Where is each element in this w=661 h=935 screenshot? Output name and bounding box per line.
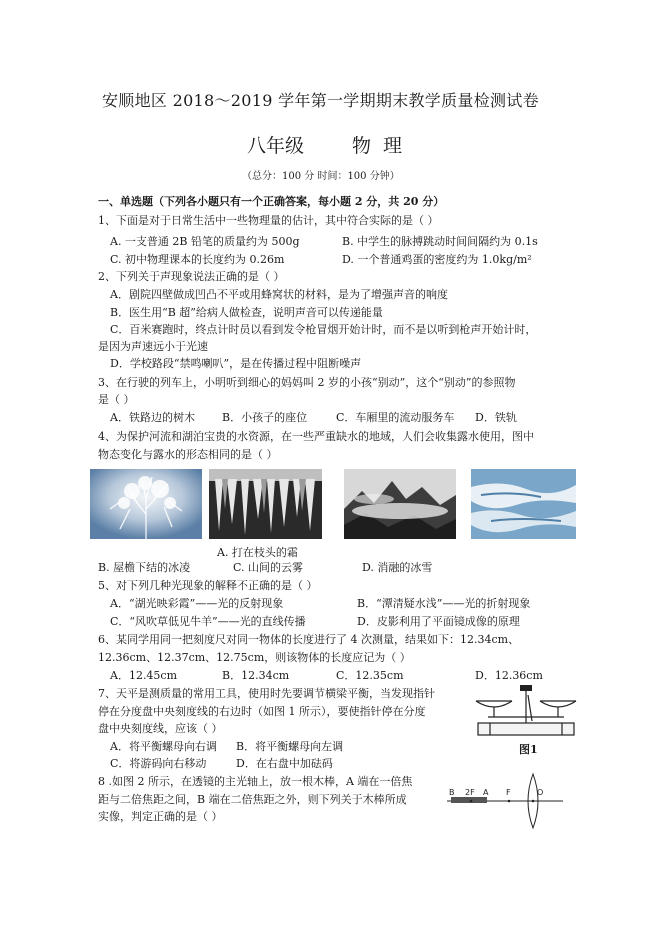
- q7-option-a: A．将平衡螺母向右调: [110, 740, 217, 753]
- figure-2-lens: [445, 770, 565, 832]
- q5-option-a: A．“湖光映彩霞”——光的反射现象: [110, 597, 284, 610]
- q3-stem-cont: 是（ ）: [98, 393, 135, 406]
- q2-stem: 2、下列关于声现象说法正确的是（ ）: [98, 270, 285, 283]
- q4-option-d: D. 消融的冰雪: [362, 561, 433, 574]
- q8-stem: 8 .如图 2 所示，在透镜的主光轴上，放一根木棒，A 端在一倍焦: [98, 775, 413, 788]
- subject-label: 物 理: [352, 135, 403, 157]
- q6-option-b: B．12.34cm: [222, 669, 290, 682]
- q6-option-a: A．12.45cm: [110, 669, 178, 682]
- q1-option-b: B. 中学生的脉搏跳动时间间隔约为 0.1s: [342, 235, 538, 248]
- q3-option-c: C．车厢里的流动服务车: [336, 411, 455, 424]
- q5-option-d: D．皮影利用了平面镜成像的原理: [357, 615, 520, 628]
- figure-1-caption: 图1: [519, 743, 538, 756]
- q6-stem: 6、某同学用同一把刻度尺对同一物体的长度进行了 4 次测量，结果如下：12.34cm、: [98, 633, 520, 646]
- q5-option-b: B．“潭清疑水浅”——光的折射现象: [357, 597, 531, 610]
- fig2-label-a: A: [483, 788, 489, 797]
- exam-info: （总分：100 分 时间：100 分钟）: [242, 171, 400, 182]
- q3-option-d: D．铁轨: [475, 411, 517, 424]
- q7-option-d: D．在右盘中加砝码: [236, 757, 333, 770]
- q1-option-c: C. 初中物理课本的长度约为 0.26m: [110, 253, 285, 266]
- q2-option-c-cont: 是因为声速远小于光速: [98, 340, 208, 353]
- q6-option-c: C．12.35cm: [336, 669, 404, 682]
- q6-stem-cont: 12.36cm、12.37cm、12.75cm，则该物体的长度应记为（ ）: [98, 651, 411, 664]
- q8-stem-cont2: 实像，判定正确的是（ ）: [98, 810, 223, 823]
- q4-option-c: C. 山间的云雾: [233, 561, 304, 574]
- q2-option-c: C．百米赛跑时，终点计时员以看到发令枪冒烟开始计时，而不是以听到枪声开始计时，: [110, 323, 537, 336]
- fig2-label-o: O: [537, 788, 544, 797]
- q7-option-b: B．将平衡螺母向左调: [236, 740, 344, 753]
- q2-option-b: B．医生用“B 超”给病人做检查，说明声音可以传递能量: [110, 306, 383, 319]
- photo-icicles: [209, 469, 322, 539]
- q5-option-c: C．“风吹草低见牛羊”——光的直线传播: [110, 615, 306, 628]
- q7-stem-cont1: 停在分度盘中央刻度线的右边时（如图 1 所示），要使指针停在分度: [98, 705, 426, 718]
- fig2-label-b: B: [449, 788, 455, 797]
- q7-stem-cont2: 盘中央刻度线，应该（ ）: [98, 722, 223, 735]
- q1-option-d: D. 一个普通鸡蛋的密度约为 1.0kg/m²: [342, 253, 532, 266]
- q1-stem: 1、下面是对于日常生活中一些物理量的估计，其中符合实际的是（ ）: [98, 214, 439, 227]
- exam-title: 安顺地区 2018～2019 学年第一学期期末教学质量检测试卷: [102, 91, 539, 110]
- q1-option-a: A. 一支普通 2B 铅笔的质量约为 500g: [110, 235, 300, 248]
- q5-stem: 5、对下列几种光现象的解释不正确的是（ ）: [98, 579, 318, 592]
- photo-mist: [344, 469, 456, 539]
- figure-1-balance: [470, 683, 582, 739]
- fig2-label-2f: 2F: [465, 788, 475, 797]
- fig2-label-f: F: [506, 788, 511, 797]
- q3-option-b: B．小孩子的座位: [222, 411, 308, 424]
- q3-stem: 3、在行驶的列车上，小明听到细心的妈妈叫 2 岁的小孩“别动”，这个“别动”的参照物: [98, 376, 516, 389]
- q6-option-d: D．12.36cm: [475, 669, 543, 682]
- q8-stem-cont1: 距与二倍焦距之间，B 端在二倍焦距之外，则下列关于木棒所成: [98, 793, 407, 806]
- photo-frost: [90, 469, 202, 539]
- q2-option-a: A．剧院四壁做成凹凸不平或用蜂窝状的材料，是为了增强声音的响度: [110, 288, 448, 301]
- q4-stem-cont: 物态变化与露水的形态相同的是（ ）: [98, 448, 278, 461]
- grade-label: 八年级: [247, 135, 305, 157]
- q2-option-d: D．学校路段“禁鸣喇叭”，是在传播过程中阻断噪声: [110, 357, 362, 370]
- q4-option-b: B. 屋檐下结的冰凌: [98, 561, 191, 574]
- section-heading: 一、单选题（下列各小题只有一个正确答案，每小题 2 分，共 20 分）: [98, 195, 445, 208]
- q3-option-a: A．铁路边的树木: [110, 411, 195, 424]
- photo-melting-snow: [471, 469, 576, 539]
- q7-option-c: C．将游码向右移动: [110, 757, 207, 770]
- q4-stem: 4、为保护河流和湖泊宝贵的水资源，在一些严重缺水的地域，人们会收集露水使用，图中: [98, 430, 534, 443]
- q7-stem: 7、天平是测质量的常用工具，使用时先要调节横梁平衡，当发现指针: [98, 687, 435, 700]
- q4-option-a: A. 打在枝头的霜: [217, 546, 298, 559]
